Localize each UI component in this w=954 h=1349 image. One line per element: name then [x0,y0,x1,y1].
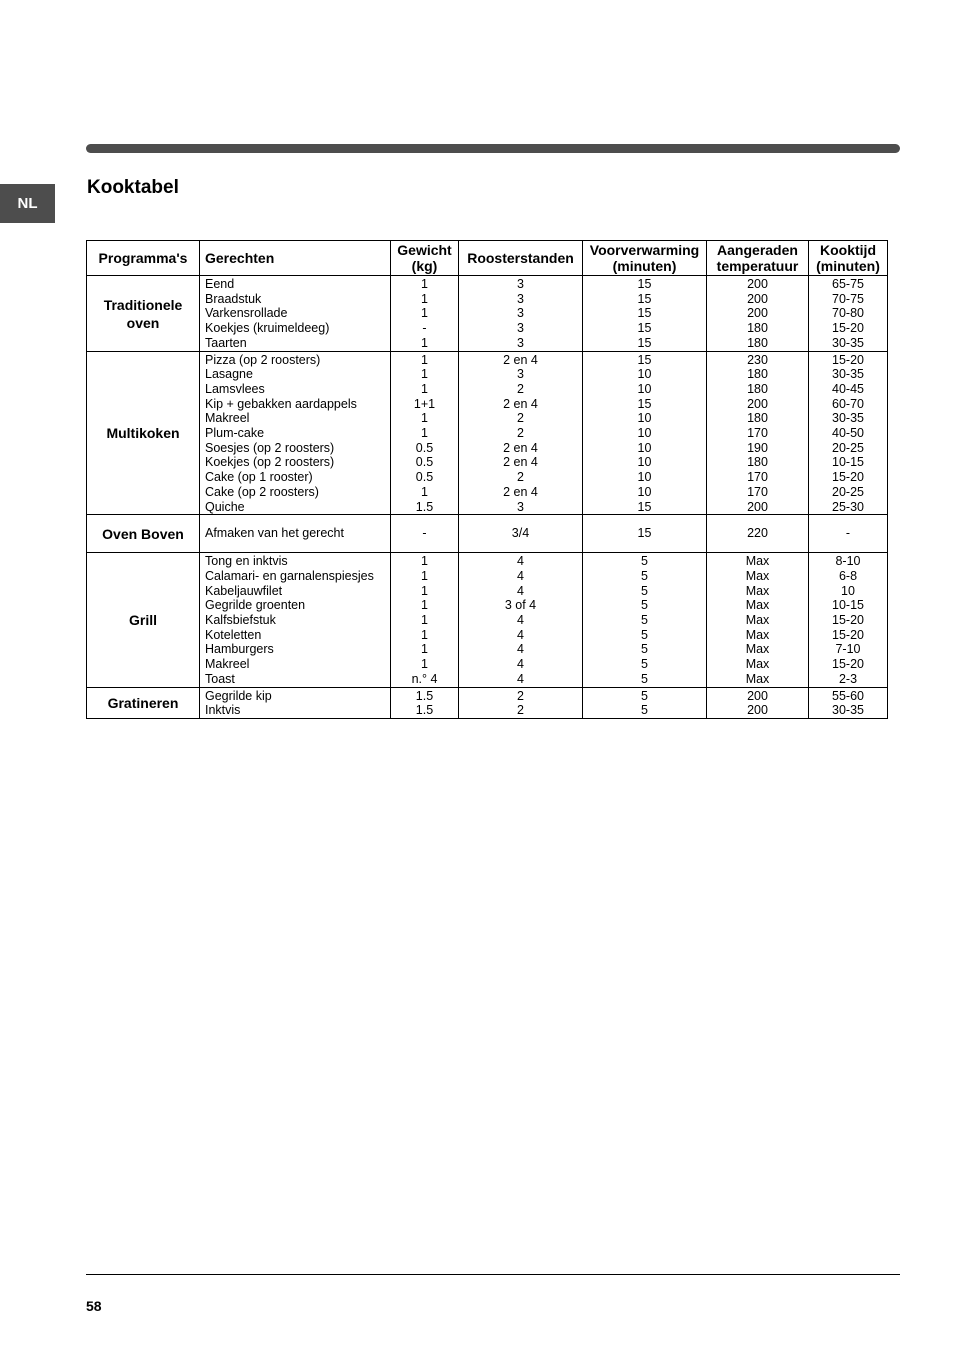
time-cell [809,515,888,553]
rack-value: 2 en 4 [503,440,538,455]
header-programma: Programma's [87,241,200,276]
preheat-value: 10 [637,440,652,455]
time-value: 30-35 [832,411,864,426]
rack-cell [459,553,583,687]
table-row [87,553,888,687]
weight-value: 1 [421,381,428,396]
dish-value: Quiche [205,499,245,514]
temp-value: Max [745,568,770,583]
time-cell [809,553,888,687]
preheat-cell [583,276,707,352]
temp-value: 180 [747,367,768,382]
temp-value: 200 [747,396,768,411]
time-value: 6-8 [838,568,858,583]
preheat-value: 15 [637,321,652,336]
temp-value: Max [745,554,770,569]
time-value: 25-30 [832,499,864,514]
temp-value: 180 [747,455,768,470]
temp-value: 200 [747,291,768,306]
time-cell [809,276,888,352]
temp-value: Max [745,598,770,613]
dish-value: Plum-cake [205,426,265,441]
rack-value: 3 [517,277,524,291]
header-kooktijd: Kooktijd (minuten) [809,241,888,276]
table-header-row [87,241,888,276]
time-value: - [845,526,851,541]
dish-cell [200,515,391,553]
preheat-cell [583,351,707,515]
rack-value: 4 [517,583,524,598]
header-gewicht: Gewicht (kg) [391,241,459,276]
time-value: 15-20 [832,613,864,628]
dish-value: Taarten [205,335,247,350]
time-cell [809,351,888,515]
dish-value: Cake (op 2 roosters) [205,484,319,499]
dish-value: Makreel [205,411,250,426]
table-body [87,276,888,719]
dish-value: Lamsvlees [205,381,265,396]
rack-value: 3 [517,335,524,350]
weight-value: 1.5 [415,688,434,703]
weight-cell [391,276,459,352]
table-row [87,276,888,352]
preheat-value: 15 [637,291,652,306]
time-value: 15-20 [832,657,864,672]
weight-value: 1+1 [413,396,436,411]
time-value: 15-20 [832,627,864,642]
time-value: 60-70 [832,396,864,411]
temp-value: 180 [747,411,768,426]
dish-value: Makreel [205,657,250,672]
time-cell [809,687,888,718]
preheat-value: 10 [637,367,652,382]
rack-value: 2 [517,703,524,718]
dish-cell [200,553,391,687]
dish-value: Braadstuk [205,291,262,306]
preheat-value: 5 [641,568,648,583]
time-value: 65-75 [832,277,864,291]
programma-cell: Traditionele oven [87,276,200,352]
programma-cell: Grill [87,553,200,687]
preheat-value: 5 [641,657,648,672]
weight-value: 1 [421,568,428,583]
weight-value: 1.5 [415,703,434,718]
rack-value: 2 en 4 [503,396,538,411]
preheat-cell [583,553,707,687]
weight-value: 0.5 [415,440,434,455]
time-value: 10-15 [832,455,864,470]
temp-value: Max [745,657,770,672]
weight-value: 1 [421,627,428,642]
weight-value: 1 [421,657,428,672]
temp-cell [707,687,809,718]
temp-cell [707,515,809,553]
header-temperatuur: Aangeraden temperatuur [707,241,809,276]
time-value: 15-20 [832,352,864,367]
dish-value: Gegrilde groenten [205,598,306,613]
rack-cell [459,687,583,718]
dish-value: Soesjes (op 2 roosters) [205,440,335,455]
weight-value: 1 [421,335,428,350]
preheat-value: 15 [637,526,652,541]
rack-value: 4 [517,657,524,672]
rack-value: 2 en 4 [503,484,538,499]
weight-cell [391,351,459,515]
time-value: 10 [841,583,855,598]
preheat-value: 10 [637,426,652,441]
weight-value: 1 [421,352,428,367]
dish-value: Cake (op 1 rooster) [205,470,313,485]
temp-value: 200 [747,277,768,291]
temp-value: 170 [747,426,768,441]
temp-value: Max [745,671,770,686]
time-value: 8-10 [835,554,861,569]
dish-value: Hamburgers [205,642,274,657]
weight-value: 1 [421,426,428,441]
dish-value: Koekjes (kruimeldeeg) [205,321,330,336]
table-row [87,687,888,718]
preheat-value: 5 [641,554,648,569]
weight-cell [391,553,459,687]
dish-value: Calamari- en garnalenspiesjes [205,568,374,583]
temp-value: 180 [747,381,768,396]
preheat-value: 5 [641,613,648,628]
temp-value: 200 [747,703,768,718]
preheat-cell [583,515,707,553]
header-voorverwarming: Voorverwarming (minuten) [583,241,707,276]
time-value: 7-10 [835,642,861,657]
weight-value: 0.5 [415,470,434,485]
preheat-value: 5 [641,703,648,718]
temp-value: 200 [747,306,768,321]
dish-value: Lasagne [205,367,253,382]
time-value: 15-20 [832,321,864,336]
preheat-value: 15 [637,396,652,411]
rack-value: 2 [517,381,524,396]
weight-value: - [422,526,427,541]
time-value: 70-80 [832,306,864,321]
time-value: 30-35 [832,703,864,718]
dish-value: Pizza (op 2 roosters) [205,352,321,367]
time-value: 10-15 [832,598,864,613]
cooking-table [86,240,888,719]
time-value: 55-60 [832,688,864,703]
rack-cell [459,276,583,352]
language-tab: NL [0,184,55,223]
page-title: Kooktabel [87,177,179,198]
footer-rule [86,1274,900,1275]
temp-cell [707,553,809,687]
preheat-value: 5 [641,688,648,703]
preheat-value: 10 [637,470,652,485]
rack-value: 3 [517,321,524,336]
preheat-value: 5 [641,642,648,657]
header-bar [86,144,900,153]
rack-value: 3 of 4 [504,598,537,613]
rack-value: 3 [517,499,524,514]
dish-value: Koekjes (op 2 roosters) [205,455,335,470]
temp-value: 220 [747,526,768,541]
time-value: 15-20 [832,470,864,485]
temp-value: Max [745,627,770,642]
preheat-value: 5 [641,671,648,686]
weight-value: - [422,321,427,336]
dish-value: Afmaken van het gerecht [205,526,344,541]
weight-value: 1 [421,484,428,499]
rack-value: 4 [517,554,524,569]
preheat-value: 15 [637,335,652,350]
time-value: 20-25 [832,440,864,455]
time-value: 30-35 [832,367,864,382]
temp-value: 180 [747,335,768,350]
dish-cell [200,687,391,718]
weight-value: 1 [421,598,428,613]
time-value: 30-35 [832,335,864,350]
rack-value: 2 [517,426,524,441]
temp-value: 190 [747,440,768,455]
weight-value: 1 [421,583,428,598]
rack-value: 3 [517,291,524,306]
time-value: 20-25 [832,484,864,499]
preheat-value: 15 [637,306,652,321]
rack-value: 2 en 4 [503,455,538,470]
weight-value: 1 [421,367,428,382]
temp-value: 200 [747,499,768,514]
preheat-value: 5 [641,598,648,613]
rack-value: 3 [517,306,524,321]
preheat-value: 10 [637,381,652,396]
programma-cell: Gratineren [87,687,200,718]
temp-value: 170 [747,484,768,499]
rack-value: 4 [517,568,524,583]
rack-value: 3/4 [511,526,530,541]
preheat-value: 15 [637,352,652,367]
weight-value: 1.5 [415,499,434,514]
preheat-cell [583,687,707,718]
rack-value: 2 en 4 [503,352,538,367]
dish-value: Varkensrollade [205,306,288,321]
temp-cell [707,351,809,515]
weight-cell [391,515,459,553]
weight-value: n.° 4 [411,671,438,686]
rack-value: 4 [517,627,524,642]
preheat-value: 10 [637,484,652,499]
weight-cell [391,687,459,718]
rack-value: 4 [517,642,524,657]
preheat-value: 15 [637,499,652,514]
rack-value: 2 [517,411,524,426]
dish-value: Koteletten [205,627,262,642]
time-value: 40-45 [832,381,864,396]
dish-cell [200,351,391,515]
rack-value: 4 [517,613,524,628]
temp-value: 170 [747,470,768,485]
time-value: 40-50 [832,426,864,441]
programma-cell: Multikoken [87,351,200,515]
weight-value: 1 [421,613,428,628]
weight-value: 0.5 [415,455,434,470]
temp-value: 200 [747,688,768,703]
dish-value: Kalfsbiefstuk [205,613,276,628]
table-row [87,515,888,553]
rack-value: 3 [517,367,524,382]
dish-value: Kip + gebakken aardappels [205,396,357,411]
page-number: 58 [86,1298,102,1314]
temp-cell [707,276,809,352]
weight-value: 1 [421,411,428,426]
dish-value: Eend [205,277,235,291]
dish-value: Kabeljauwfilet [205,583,283,598]
temp-value: Max [745,613,770,628]
table-row [87,351,888,515]
time-value: 70-75 [832,291,864,306]
dish-value: Tong en inktvis [205,554,288,569]
header-gerechten: Gerechten [200,241,391,276]
programma-cell: Oven Boven [87,515,200,553]
preheat-value: 10 [637,411,652,426]
temp-value: Max [745,583,770,598]
rack-cell [459,351,583,515]
dish-value: Gegrilde kip [205,688,272,703]
rack-value: 4 [517,671,524,686]
temp-value: Max [745,642,770,657]
weight-value: 1 [421,554,428,569]
weight-value: 1 [421,291,428,306]
weight-value: 1 [421,642,428,657]
temp-value: 180 [747,321,768,336]
dish-value: Toast [205,671,235,686]
dish-value: Inktvis [205,703,241,718]
weight-value: 1 [421,306,428,321]
rack-value: 2 [517,470,524,485]
preheat-value: 10 [637,455,652,470]
time-value: 2-3 [838,671,858,686]
dish-cell [200,276,391,352]
preheat-value: 15 [637,277,652,291]
preheat-value: 5 [641,583,648,598]
weight-value: 1 [421,277,428,291]
rack-cell [459,515,583,553]
temp-value: 230 [747,352,768,367]
rack-value: 2 [517,688,524,703]
preheat-value: 5 [641,627,648,642]
header-roosterstanden: Roosterstanden [459,241,583,276]
